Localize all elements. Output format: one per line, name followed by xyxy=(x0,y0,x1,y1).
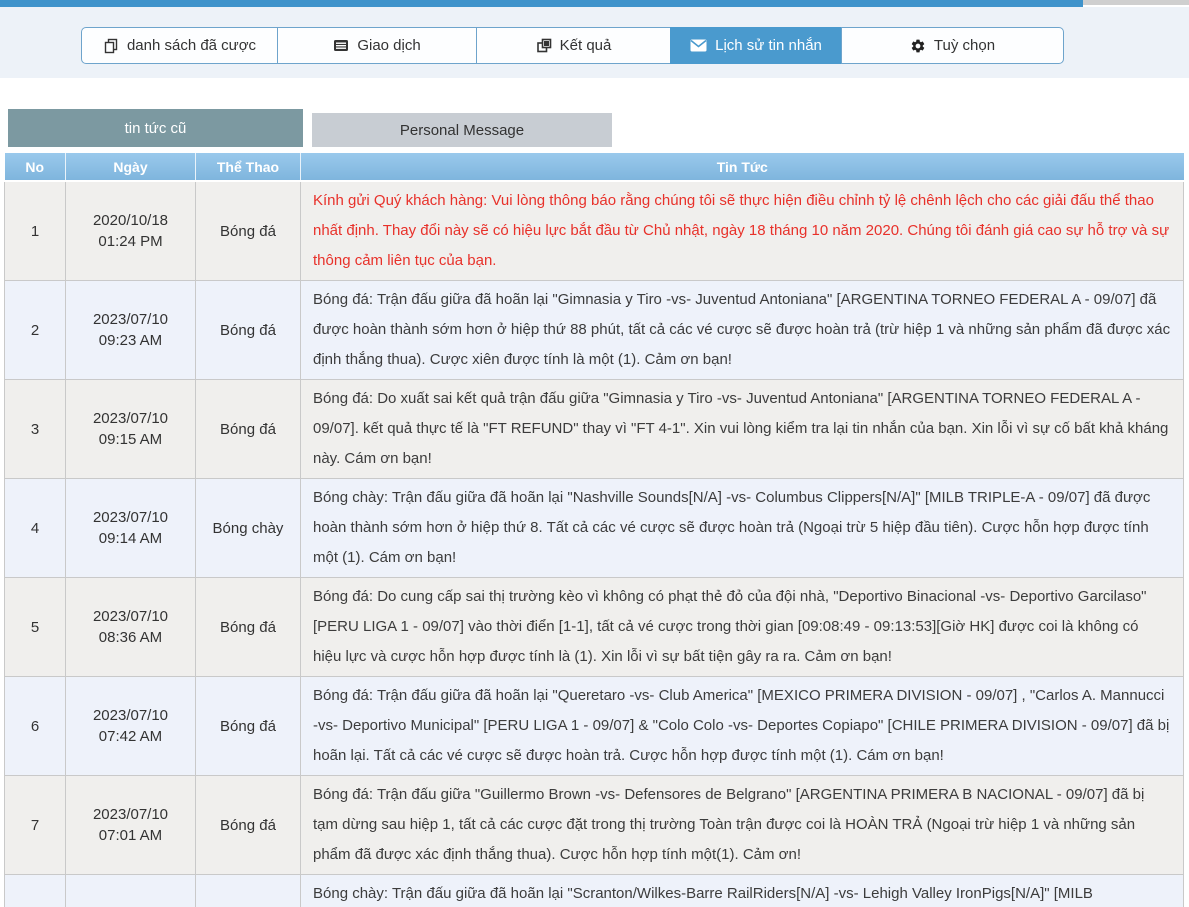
row-message: Bóng đá: Trận đấu giữa đã hoãn lại "Gimnasia y Tiro -vs- Juventud Antoniana" [ARGENTINA TORNEO FEDERAL A - 09/07] đã được hoàn thành sớm hơn ở hiệp thứ 88 phút, tất cả các vé cược sẽ được hoàn trả (trừ hiệp 1 và những sản phẩm đã được xác định thắng thua). Cược xiên được tính là một (1). Cảm ơn bạn! xyxy=(301,281,1184,380)
gear-icon xyxy=(910,38,926,54)
row-date: 2023/07/10 09:23 AM xyxy=(66,281,196,380)
nav-tab-label: danh sách đã cược xyxy=(126,37,257,54)
table-row xyxy=(5,380,1184,479)
messages-table xyxy=(4,153,1184,907)
row-message: Bóng chày: Trận đấu giữa đã hoãn lại "Nashville Sounds[N/A] -vs- Columbus Clippers[N/A]" [MILB TRIPLE-A - 09/07] đã được hoàn thành sớm hơn ở hiệp thứ 8. Tất cả các vé cược sẽ được hoàn trả (Ngoại trừ 5 hiệp đầu tiên). Cược hỗn hợp được tính một (1). Cám ơn bạn! xyxy=(301,479,1184,578)
row-number: 2 xyxy=(5,281,66,380)
nav-tab-options[interactable] xyxy=(841,27,1064,64)
row-number: 7 xyxy=(5,776,66,875)
row-sport: Bóng đá xyxy=(196,578,301,677)
row-message: Bóng chày: Trận đấu giữa đã hoãn lại "Scranton/Wilkes-Barre RailRiders[N/A] -vs- Lehigh Valley IronPigs[N/A]" [MILB xyxy=(301,875,1184,907)
subtab-label: Personal Message xyxy=(399,121,525,139)
nav-tab-message-history[interactable] xyxy=(670,27,842,64)
row-number: 4 xyxy=(5,479,66,578)
mail-icon xyxy=(690,39,707,52)
row-message: Bóng đá: Do xuất sai kết quả trận đấu giữa "Gimnasia y Tiro -vs- Juventud Antoniana" [ARGENTINA TORNEO FEDERAL A - 09/07]. kết quả thực tế là "FT REFUND" thay vì "FT 4-1". Xin vui lòng kiểm tra lại tin nhắn của bạn. Xin lỗi vì sự cố bất khả kháng này. Cám ơn bạn! xyxy=(301,380,1184,479)
row-number: 6 xyxy=(5,677,66,776)
row-number: 3 xyxy=(5,380,66,479)
nav-tab-label: Tuỳ chọn xyxy=(933,37,996,54)
row-date xyxy=(66,875,196,907)
table-row xyxy=(5,776,1184,875)
nav-tab-bet-list[interactable] xyxy=(81,27,278,64)
nav-tab-transactions[interactable] xyxy=(277,27,477,64)
row-number: 1 xyxy=(5,181,66,281)
top-strip-blue-segment xyxy=(0,0,1083,7)
column-header-news: Tin Tức xyxy=(301,153,1184,181)
table-row xyxy=(5,875,1184,907)
page-top-strip xyxy=(0,0,1189,7)
column-header-date: Ngày xyxy=(66,153,196,181)
row-sport xyxy=(196,875,301,907)
nav-button-group xyxy=(81,27,1189,64)
row-number: 5 xyxy=(5,578,66,677)
row-sport: Bóng đá xyxy=(196,380,301,479)
list-icon xyxy=(333,39,349,53)
row-sport: Bóng đá xyxy=(196,677,301,776)
subtab-old-news[interactable] xyxy=(8,109,303,147)
row-sport: Bóng chày xyxy=(196,479,301,578)
table-row xyxy=(5,181,1184,281)
nav-tab-results[interactable] xyxy=(476,27,671,64)
row-date: 2023/07/10 08:36 AM xyxy=(66,578,196,677)
row-date: 2023/07/10 09:15 AM xyxy=(66,380,196,479)
subtab-label: tin tức cũ xyxy=(124,119,187,137)
row-message: Bóng đá: Trận đấu giữa đã hoãn lại "Queretaro -vs- Club America" [MEXICO PRIMERA DIVISION - 09/07] , "Carlos A. Mannucci -vs- Deportivo Municipal" [PERU LIGA 1 - 09/07] & "Colo Colo -vs- Deportes Copiapo" [CHILE PRIMERA DIVISION - 09/07] đã bị hoãn lại. Tất cả các vé cược sẽ được hoàn trả. Cược hỗn hợp được tính một (1). Cám ơn bạn! xyxy=(301,677,1184,776)
main-nav-toolbar xyxy=(0,7,1189,78)
row-sport: Bóng đá xyxy=(196,281,301,380)
table-row xyxy=(5,677,1184,776)
row-message: Bóng đá: Trận đấu giữa "Guillermo Brown -vs- Defensores de Belgrano" [ARGENTINA PRIMERA B NACIONAL - 09/07] đã bị tạm dừng sau hiệp 1, tất cả các cược đặt trong thị trường Toàn trận được coi là HOÀN TRẢ (Ngoại trừ hiệp 1 và những sản phẩm đã được xác định thắng thua). Cược hỗn hợp tính một(1). Cảm ơn! xyxy=(301,776,1184,875)
squares-icon xyxy=(536,38,552,54)
row-sport: Bóng đá xyxy=(196,181,301,281)
nav-tab-label: Giao dịch xyxy=(357,37,421,54)
row-date: 2023/07/10 07:01 AM xyxy=(66,776,196,875)
table-row xyxy=(5,479,1184,578)
top-strip-gray-segment xyxy=(1083,0,1189,7)
nav-tab-label: Lịch sử tin nhắn xyxy=(715,37,822,54)
row-sport: Bóng đá xyxy=(196,776,301,875)
row-message: Kính gửi Quý khách hàng: Vui lòng thông báo rằng chúng tôi sẽ thực hiện điều chỉnh tỷ lệ chênh lệch cho các giải đấu thể thao nhất định. Thay đổi này sẽ có hiệu lực bắt đầu từ Chủ nhật, ngày 18 tháng 10 năm 2020. Chúng tôi đánh giá cao sự hỗ trợ và sự thông cảm liên tục của bạn. xyxy=(301,181,1184,281)
column-header-no: No xyxy=(5,153,66,181)
table-row xyxy=(5,281,1184,380)
message-subtab-row xyxy=(8,109,1189,147)
row-number xyxy=(5,875,66,907)
row-date: 2020/10/18 01:24 PM xyxy=(66,181,196,281)
subtab-personal-message[interactable] xyxy=(312,113,612,147)
row-date: 2023/07/10 07:42 AM xyxy=(66,677,196,776)
table-header-row xyxy=(5,153,1184,181)
row-date: 2023/07/10 09:14 AM xyxy=(66,479,196,578)
nav-tab-label: Kết quả xyxy=(559,37,612,54)
row-message: Bóng đá: Do cung cấp sai thị trường kèo vì không có phạt thẻ đỏ của đội nhà, "Deportivo Binacional -vs- Deportivo Garcilaso" [PERU LIGA 1 - 09/07] vào thời điển [1-1], tất cả vé cược trong thời gian [09:08:49 - 09:13:53][Giờ HK] được coi là không có hiệu lực và cược hỗn hợp được tính là (1). Xin lỗi vì sự bất tiện gây ra ra. Cảm ơn bạn! xyxy=(301,578,1184,677)
table-row xyxy=(5,578,1184,677)
column-header-sport: Thể Thao xyxy=(196,153,301,181)
copy-icon xyxy=(103,38,119,54)
